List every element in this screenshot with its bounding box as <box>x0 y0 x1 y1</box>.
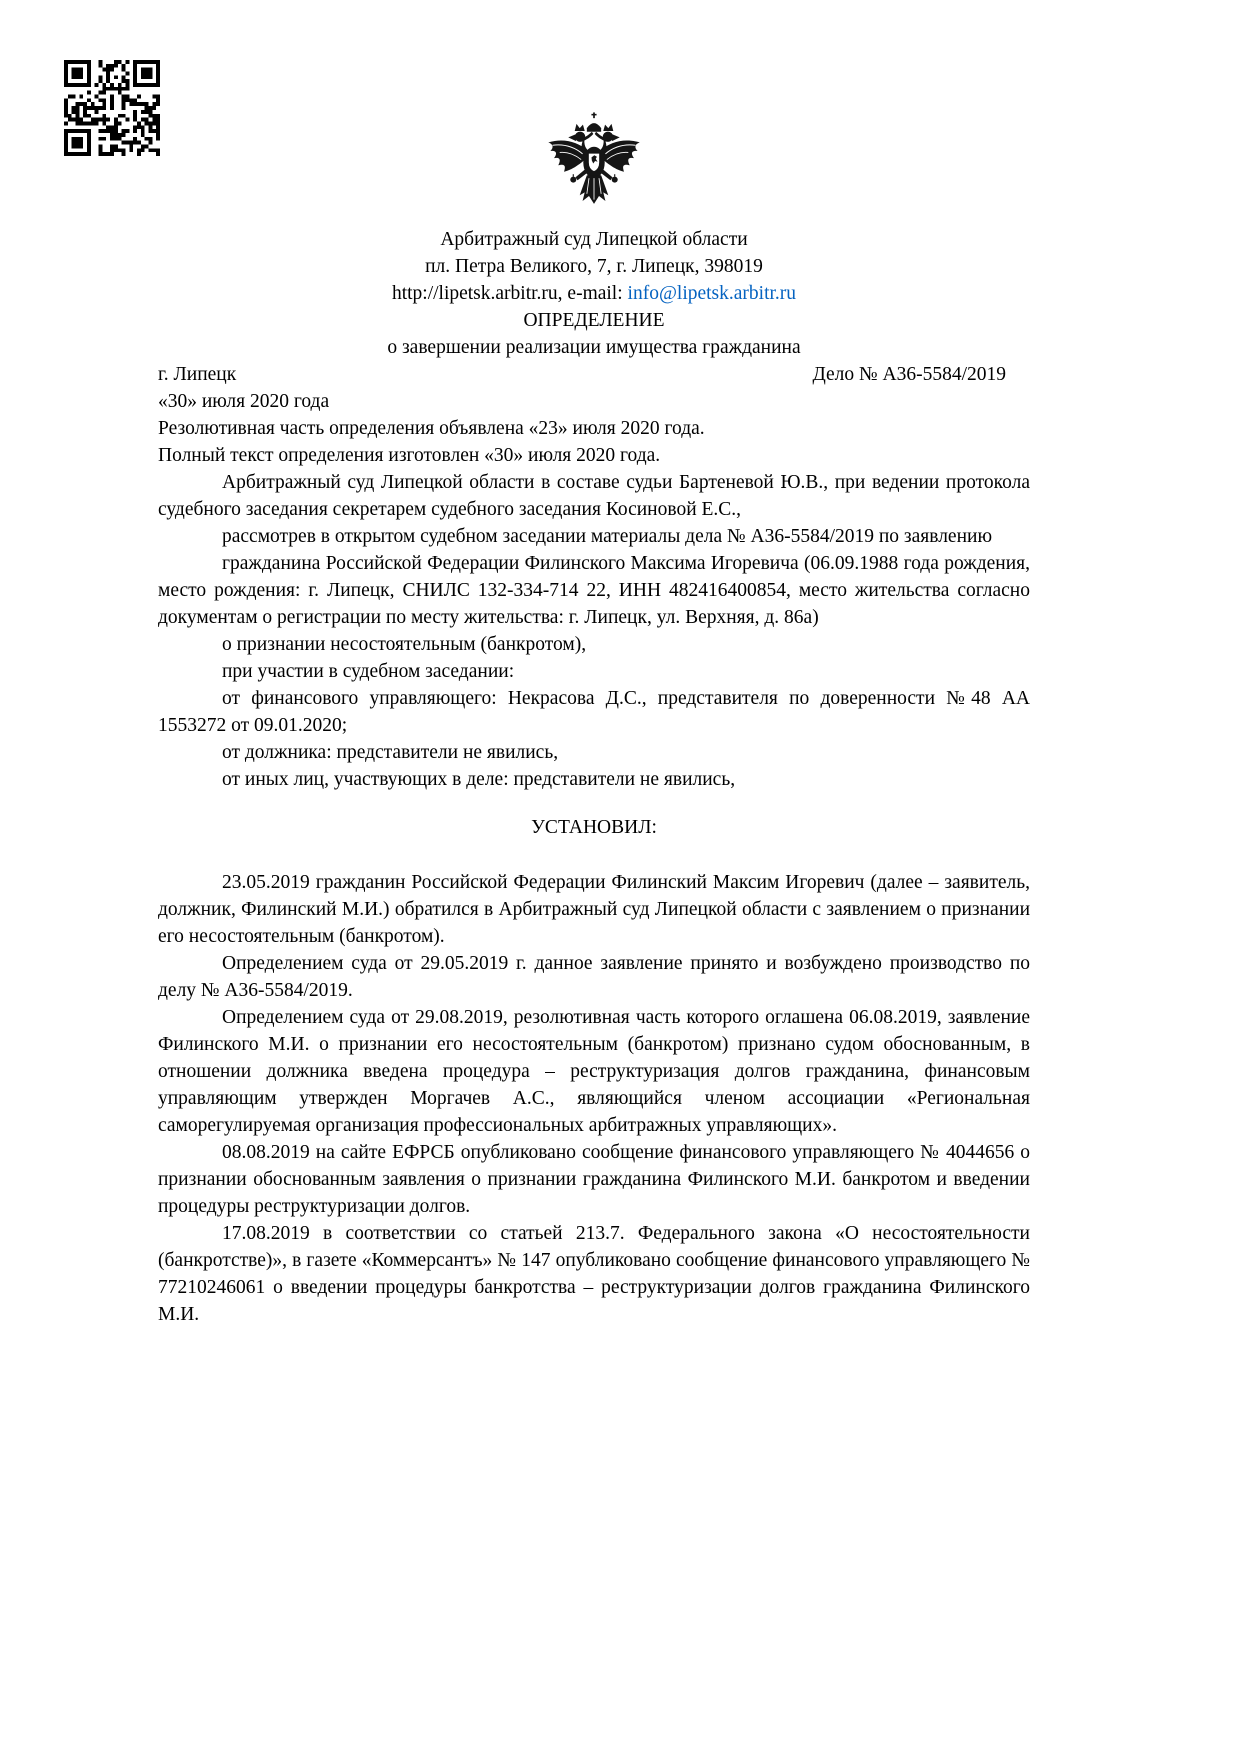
place-of-issue: г. Липецк <box>158 364 237 385</box>
document-header <box>158 226 1030 361</box>
court-contacts <box>158 280 1030 307</box>
coat-of-arms-icon <box>158 0 1030 222</box>
finding-paragraph: Определением суда от 29.08.2019, резолютивная часть которого оглашена 06.08.2019, заявление Филинского М.И. о признании его несостоятельным (банкротом) признано судом обоснованным, в отношении должника введена процедура – реструктуризация долгов гражданина, финансовым управляющим утвержден Моргачев А.С., являющийся членом ассоциации «Региональная саморегулируемая организация профессиональных арбитражных управляющих». <box>158 1007 1030 1136</box>
qr-code <box>64 60 160 156</box>
finding-paragraph: 08.08.2019 на сайте ЕФРСБ опубликовано сообщение финансового управляющего № 4044656 о признании обоснованным заявления о признании гражданина Филинского М.И. банкротом и введении процедуры реструктуризации долгов. <box>158 1142 1030 1217</box>
doc-title: ОПРЕДЕЛЕНИЕ <box>523 310 665 331</box>
case-number: Дело № А36-5584/2019 <box>812 364 1006 385</box>
court-website: http://lipetsk.arbitr.ru, e-mail: <box>391 283 628 304</box>
court-address: пл. Петра Великого, 7, г. Липецк, 398019 <box>425 256 763 277</box>
preamble-paragraph: рассмотрев в открытом судебном заседании материалы дела № А36-5584/2019 по заявлению <box>222 526 993 547</box>
doc-date: «30» июля 2020 года <box>158 391 330 412</box>
full-text-line: Полный текст определения изготовлен «30» июля 2020 года. <box>158 445 661 466</box>
finding-paragraph: Определением суда от 29.05.2019 г. данное заявление принято и возбуждено производство по делу № А36-5584/2019. <box>158 953 1030 1001</box>
participant-line: от должника: представители не явились, <box>222 742 559 763</box>
case-row <box>158 361 1030 388</box>
resolutive-part-line: Резолютивная часть определения объявлена «23» июля 2020 года. <box>158 418 705 439</box>
doc-subtitle: о завершении реализации имущества гражданина <box>387 337 801 358</box>
email-link[interactable]: info@lipetsk.arbitr.ru <box>627 283 797 304</box>
participant-line: от иных лиц, участвующих в деле: представители не явились, <box>222 769 736 790</box>
preamble-paragraph: гражданина Российской Федерации Филинского Максима Игоревича (06.09.1988 года рождения, место рождения: г. Липецк, СНИЛС 132-334-714 22, ИНН 482416400854, место жительства согласно документам о регистрации по месту жительства: г. Липецк, ул. Верхняя, д. 86а) <box>158 553 1030 628</box>
preamble-paragraph: о признании несостоятельным (банкротом), <box>222 634 587 655</box>
finding-paragraph: 23.05.2019 гражданин Российской Федерации Филинский Максим Игоревич (далее – заявитель, должник, Филинский М.И.) обратился в Арбитражный суд Липецкой области с заявлением о признании его несостоятельным (банкротом). <box>158 872 1030 947</box>
finding-paragraph: 17.08.2019 в соответствии со статьей 213.7. Федерального закона «О несостоятельности (банкротстве)», в газете «Коммерсантъ» № 147 опубликовано сообщение финансового управляющего № 77210246061 о введении процедуры банкротства – реструктуризации долгов гражданина Филинского М.И. <box>158 1223 1030 1325</box>
participants-heading: при участии в судебном заседании: <box>222 661 515 682</box>
participant-line: от финансового управляющего: Некрасова Д.С., представителя по доверенности №48 АА 1553272 от 09.01.2020; <box>158 688 1030 736</box>
preamble-paragraph: Арбитражный суд Липецкой области в составе судьи Бартеневой Ю.В., при ведении протокола судебного заседания секретарем судебного заседания Косиновой Е.С., <box>158 472 1030 520</box>
ustanovil-heading: УСТАНОВИЛ: <box>531 817 657 838</box>
court-name: Арбитражный суд Липецкой области <box>440 229 748 250</box>
